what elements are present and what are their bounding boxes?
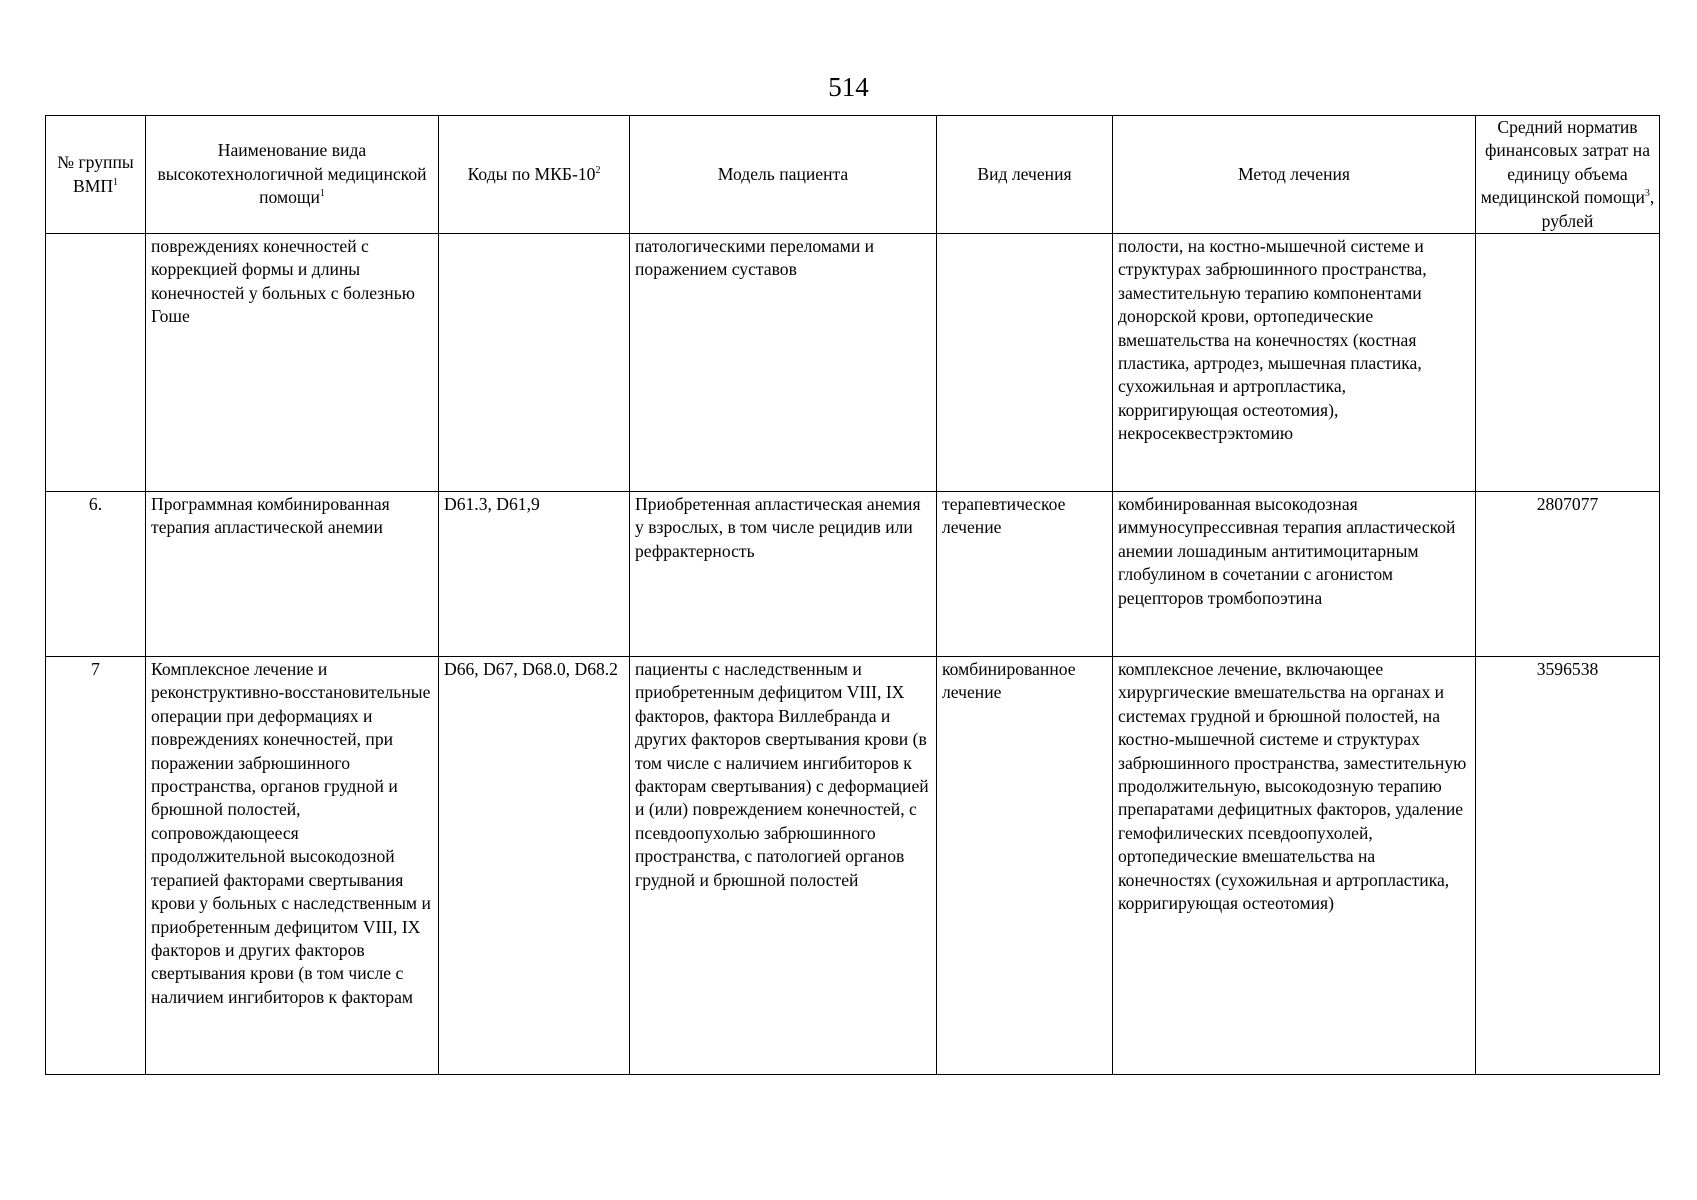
cell-method: полости, на костно-мышечной системе и структурах забрюшинного пространства, заместительную терапию компонентами донорской крови, ортопедические вмешательства на конечностях (костная пластика, артродез, мышечная пластика, сухожильная и артропластика, корригирующая остеотомия), некросеквестрэктомию <box>1113 234 1476 492</box>
cell-cost <box>1476 234 1660 492</box>
header-model: Модель пациента <box>630 116 937 234</box>
cell-name: Программная комбинированная терапия апластической анемии <box>146 492 439 657</box>
cell-model: пациенты с наследственным и приобретенным дефицитом VIII, IX факторов, фактора Виллебранда и других факторов свертывания крови (в том числе с наличием ингибиторов к факторам свертывания) с деформацией и (или) повреждением конечностей, с псевдоопухолью забрюшинного пространства, с патологией органов грудной и брюшной полостей <box>630 657 937 1075</box>
cell-codes <box>439 234 630 492</box>
cell-cost: 3596538 <box>1476 657 1660 1075</box>
cell-treatment-type: терапевтическое лечение <box>937 492 1113 657</box>
cell-treatment-type <box>937 234 1113 492</box>
table-row <box>46 234 1660 492</box>
cell-group: 6. <box>46 492 146 657</box>
cell-cost: 2807077 <box>1476 492 1660 657</box>
cell-group <box>46 234 146 492</box>
table-row <box>46 657 1660 1075</box>
cell-treatment-type: комбинированное лечение <box>937 657 1113 1075</box>
cell-codes: D66, D67, D68.0, D68.2 <box>439 657 630 1075</box>
header-cost: Средний норматив финансовых затрат на единицу объема медицинской помощи$^3$, рублей <box>1476 116 1660 234</box>
cell-model: Приобретенная апластическая анемия у взрослых, в том числе рецидив или рефрактерность <box>630 492 937 657</box>
header-codes: Коды по МКБ-$10^2$ <box>439 116 630 234</box>
vmp-table <box>45 115 1660 1075</box>
header-group: № группы ВМП$^1$ <box>46 116 146 234</box>
header-name: Наименование вида высокотехнологичной медицинской помощи$^1$ <box>146 116 439 234</box>
cell-name: повреждениях конечностей с коррекцией формы и длины конечностей у больных с болезнью Гоше <box>146 234 439 492</box>
cell-method: комбинированная высокодозная иммуносупрессивная терапия апластической анемии лошадиным антитимоцитарным глобулином в сочетании с агонистом рецепторов тромбопоэтина <box>1113 492 1476 657</box>
table-header-row <box>46 116 1660 234</box>
cell-name: Комплексное лечение и реконструктивно-восстановительные операции при деформациях и повреждениях конечностей, при поражении забрюшинного пространства, органов грудной и брюшной полостей, сопровождающееся продолжительной высокодозной терапией факторами свертывания крови у больных с наследственным и приобретенным дефицитом VIII, IX факторов и других факторов свертывания крови (в том числе с наличием ингибиторов к факторам <box>146 657 439 1075</box>
header-treatment-type: Вид лечения <box>937 116 1113 234</box>
page-number: 514 <box>828 72 869 102</box>
cell-codes: D61.3, D61,9 <box>439 492 630 657</box>
cell-group: 7 <box>46 657 146 1075</box>
cell-model: патологическими переломами и поражением суставов <box>630 234 937 492</box>
table-row <box>46 492 1660 657</box>
header-method: Метод лечения <box>1113 116 1476 234</box>
cell-method: комплексное лечение, включающее хирургические вмешательства на органах и системах грудной и брюшной полостей, на костно-мышечной системе и структурах забрюшинного пространства, заместительную продолжительную, высокодозную терапию препаратами дефицитных факторов, удаление гемофилических псевдоопухолей, ортопедические вмешательства на конечностях (сухожильная и артропластика, корригирующая остеотомия) <box>1113 657 1476 1075</box>
